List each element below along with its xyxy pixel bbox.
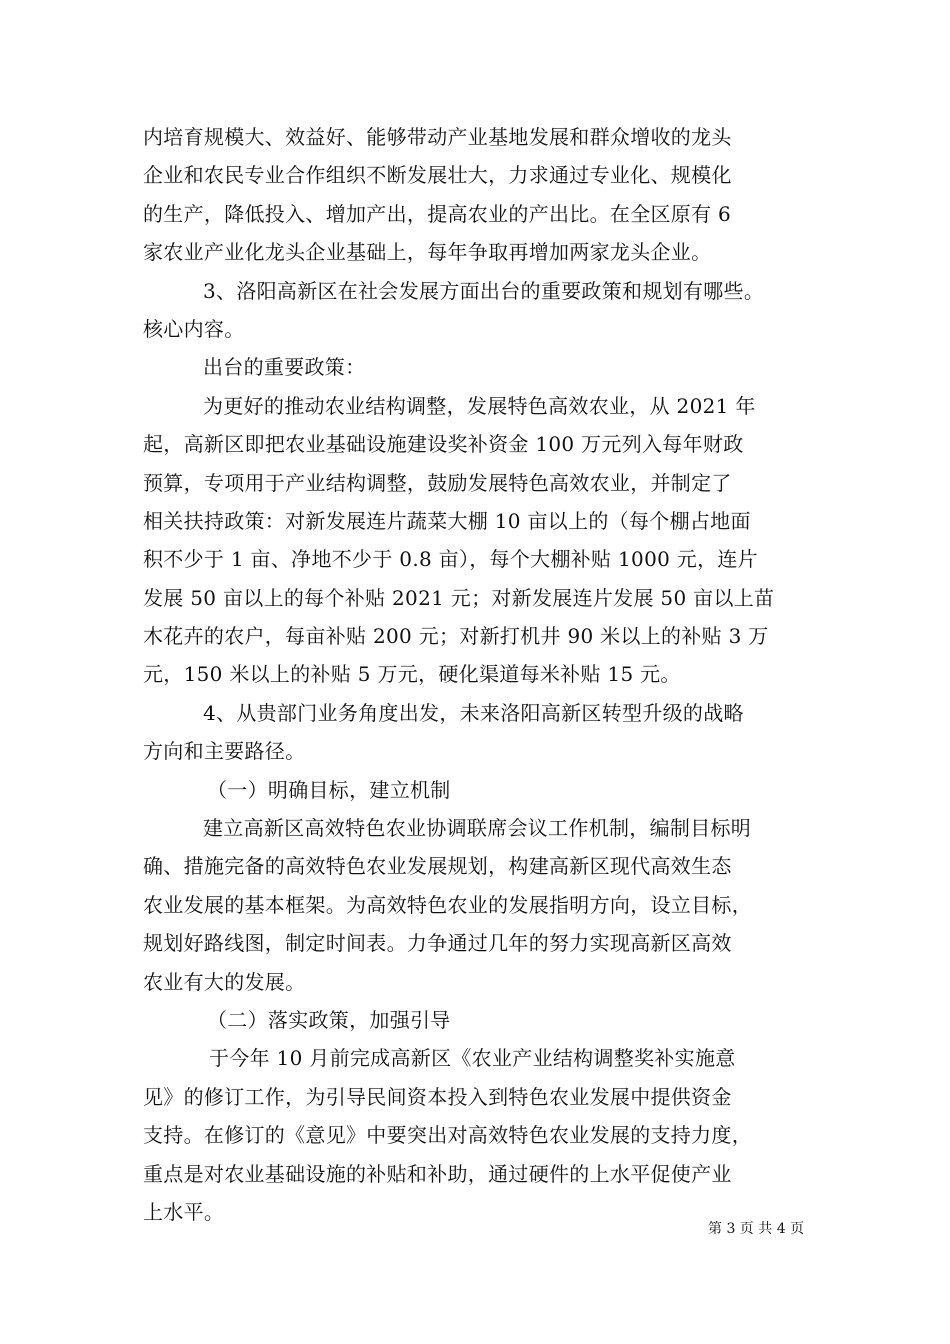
body-line: 支持。在修订的《意见》中要突出对高效特色农业发展的支持力度，	[143, 1123, 752, 1148]
body-line: 起，高新区即把农业基础设施建设奖补资金 100 万元列入每年财政	[143, 432, 744, 457]
body-line: 木花卉的农户，每亩补贴 200 元；对新打机井 90 米以上的补贴 3 万	[143, 624, 769, 649]
body-line: 确、措施完备的高效特色农业发展规划，构建高新区现代高效生态	[143, 854, 732, 879]
body-line: 规划好路线图，制定时间表。力争通过几年的努力实现高新区高效	[143, 931, 732, 956]
body-line: 家农业产业化龙头企业基础上，每年争取再增加两家龙头企业。	[143, 240, 712, 265]
subheading-1: （一）明确目标，建立机制	[207, 777, 451, 802]
body-line: 积不少于 1 亩、净地不少于 0.8 亩），每个大棚补贴 1000 元，连片	[143, 547, 758, 572]
body-line: 为更好的推动农业结构调整，发展特色高效农业，从 2021 年	[203, 393, 756, 418]
body-line: 预算，专项用于产业结构调整，鼓励发展特色高效农业，并制定了	[143, 470, 732, 495]
body-line: 见》的修订工作，为引导民间资本投入到特色农业发展中提供资金	[143, 1084, 732, 1109]
body-line: 农业有大的发展。	[143, 969, 306, 994]
body-line: 于今年 10 月前完成高新区《农业产业结构调整奖补实施意	[209, 1046, 736, 1071]
body-line: 内培育规模大、效益好、能够带动产业基地发展和群众增收的龙头	[143, 125, 732, 149]
body-line: 企业和农民专业合作组织不断发展壮大，力求通过专业化、规模化	[143, 163, 732, 188]
body-line: 上水平。	[143, 1199, 225, 1224]
body-line: 发展 50 亩以上的每个补贴 2021 元；对新发展连片发展 50 亩以上苗	[143, 585, 775, 610]
body-line: 元，150 米以上的补贴 5 万元，硬化渠道每米补贴 15 元。	[143, 662, 681, 687]
page-number: 第 3 页 共 4 页	[708, 1221, 805, 1237]
body-line: 农业发展的基本框架。为高效特色农业的发展指明方向，设立目标，	[143, 892, 752, 917]
body-line: 核心内容。	[143, 316, 245, 341]
document-body	[143, 118, 813, 1231]
subheading-2: （二）落实政策，加强引导	[207, 1007, 451, 1032]
question-4: 4、从贵部门业务角度出发，未来洛阳高新区转型升级的战略	[203, 700, 744, 725]
body-line: 建立高新区高效特色农业协调联席会议工作机制，编制目标明	[203, 816, 752, 841]
section-label: 出台的重要政策：	[203, 355, 366, 380]
question-3: 3、洛阳高新区在社会发展方面出台的重要政策和规划有哪些。	[203, 278, 765, 303]
body-line: 相关扶持政策：对新发展连片蔬菜大棚 10 亩以上的（每个棚占地面	[143, 508, 751, 533]
body-line: 的生产，降低投入、增加产出，提高农业的产出比。在全区原有 6	[143, 201, 732, 226]
body-line: 方向和主要路径。	[143, 739, 306, 764]
body-line: 重点是对农业基础设施的补贴和补助，通过硬件的上水平促使产业	[143, 1161, 732, 1186]
